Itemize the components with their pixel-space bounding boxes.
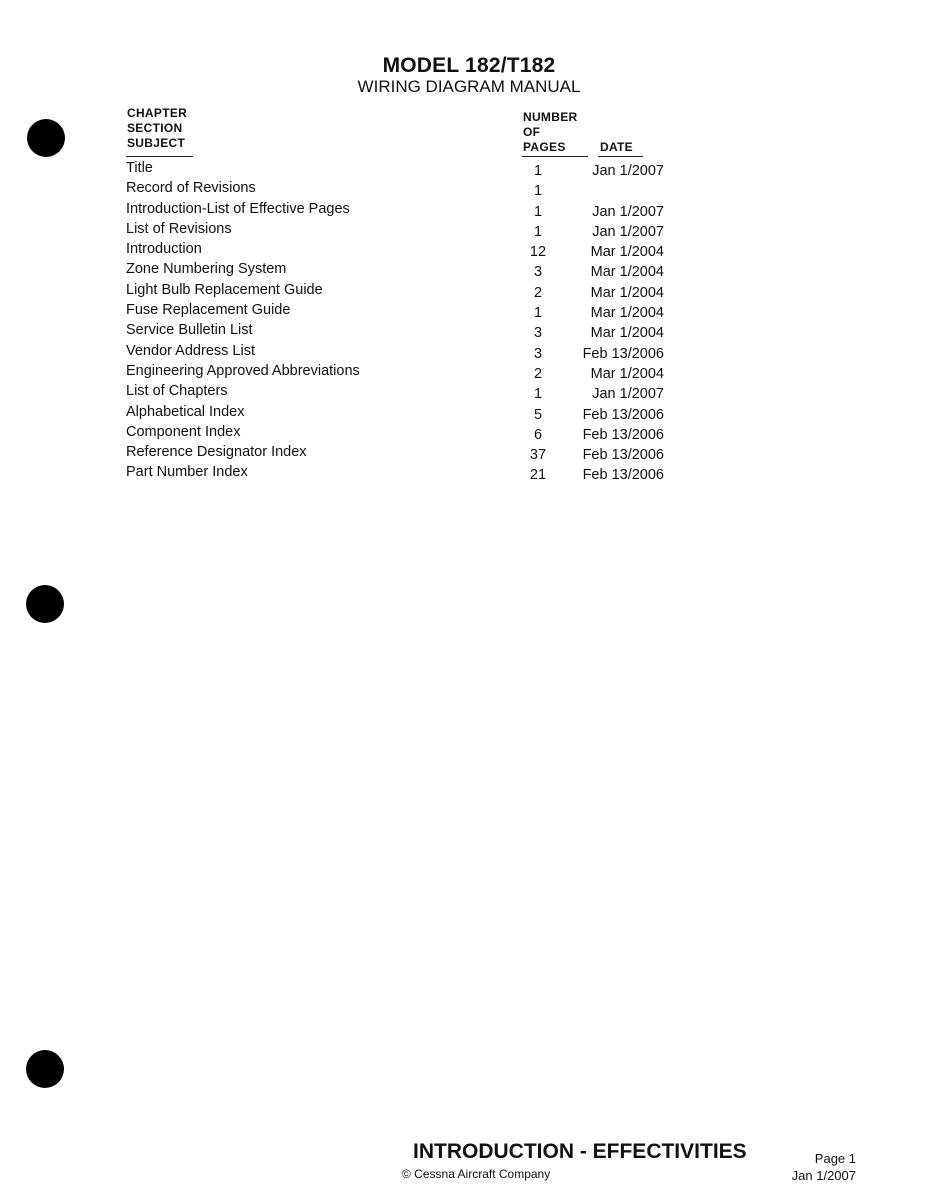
row-subject: List of Chapters — [126, 383, 228, 400]
table-row — [0, 404, 938, 424]
binder-hole-top — [27, 119, 65, 157]
header-pages: PAGES — [523, 140, 566, 154]
row-date: Jan 1/2007 — [592, 163, 664, 179]
row-subject: Vendor Address List — [126, 342, 255, 359]
header-of: OF — [523, 125, 541, 139]
row-date: Feb 13/2006 — [582, 345, 664, 362]
column-header-date — [600, 140, 633, 155]
effective-pages-table — [0, 160, 938, 485]
table-row — [0, 322, 938, 342]
row-pages: 1 — [533, 386, 543, 403]
row-subject: Light Bulb Replacement Guide — [126, 281, 323, 298]
table-row — [0, 302, 938, 322]
header-date: DATE — [600, 140, 633, 154]
footer-copyright: © Cessna Aircraft Company — [402, 1167, 551, 1181]
row-date: Mar 1/2004 — [590, 325, 664, 342]
row-date: Feb 13/2006 — [582, 447, 664, 464]
row-subject: Part Number Index — [126, 464, 248, 481]
row-subject: List of Revisions — [126, 220, 232, 237]
row-pages: 5 — [533, 406, 543, 423]
row-pages: 3 — [533, 345, 543, 362]
row-date: Feb 13/2006 — [582, 467, 664, 484]
table-row — [0, 241, 938, 261]
row-pages: 12 — [529, 244, 547, 261]
header-underline-pages — [522, 156, 588, 157]
column-header-pages — [523, 110, 577, 155]
table-row — [0, 424, 938, 444]
row-pages: 1 — [533, 305, 543, 322]
binder-hole-middle — [26, 585, 64, 623]
row-subject: Engineering Approved Abbreviations — [126, 362, 360, 379]
row-subject: Reference Designator Index — [126, 444, 307, 461]
row-pages: 37 — [529, 447, 547, 464]
manual-title: WIRING DIAGRAM MANUAL — [357, 77, 581, 96]
row-date: Jan 1/2007 — [592, 203, 664, 220]
table-row — [0, 160, 938, 180]
row-date: Feb 13/2006 — [582, 406, 664, 423]
row-subject: Zone Numbering System — [126, 261, 287, 278]
table-row — [0, 180, 938, 200]
header-chapter: CHAPTER — [127, 106, 188, 120]
row-date: Jan 1/2007 — [592, 223, 664, 240]
table-row — [0, 383, 938, 403]
row-pages: 1 — [533, 183, 543, 200]
footer-section-title: INTRODUCTION - EFFECTIVITIES — [413, 1140, 747, 1163]
table-row — [0, 201, 938, 221]
row-subject: Introduction — [126, 241, 202, 258]
row-pages: 2 — [533, 284, 543, 301]
row-subject: Record of Revisions — [126, 180, 256, 197]
row-date: Mar 1/2004 — [590, 365, 664, 382]
header-number: NUMBER — [523, 110, 578, 124]
header-underline-date — [598, 156, 643, 157]
row-date: Mar 1/2004 — [590, 305, 664, 322]
table-row — [0, 261, 938, 281]
table-row — [0, 363, 938, 383]
row-date: Mar 1/2004 — [590, 284, 664, 301]
header-subject: SUBJECT — [127, 136, 186, 150]
binder-hole-bottom — [26, 1050, 64, 1088]
row-pages: 1 — [533, 163, 543, 179]
footer-page-number: Page 1 — [814, 1151, 856, 1166]
row-date: Feb 13/2006 — [582, 426, 664, 443]
column-header-subject — [127, 106, 187, 151]
row-subject: Introduction-List of Effective Pages — [126, 200, 350, 217]
table-row — [0, 221, 938, 241]
header-underline-subject — [126, 156, 193, 157]
footer-revision-date: Jan 1/2007 — [791, 1168, 856, 1183]
row-pages: 21 — [529, 467, 547, 484]
table-row — [0, 282, 938, 302]
table-row — [0, 464, 938, 484]
row-subject: Title — [126, 160, 153, 176]
row-pages: 3 — [533, 264, 543, 281]
row-date: Jan 1/2007 — [592, 386, 664, 403]
row-subject: Fuse Replacement Guide — [126, 302, 291, 319]
row-subject: Alphabetical Index — [126, 403, 245, 420]
row-subject: Component Index — [126, 423, 241, 440]
row-pages: 1 — [533, 223, 543, 240]
table-row — [0, 343, 938, 363]
row-date: Mar 1/2004 — [590, 244, 664, 261]
row-date: Mar 1/2004 — [590, 264, 664, 281]
row-pages: 1 — [533, 203, 543, 220]
table-row — [0, 444, 938, 464]
header-section: SECTION — [127, 121, 183, 135]
row-subject: Service Bulletin List — [126, 322, 253, 339]
model-title: MODEL 182/T182 — [382, 54, 556, 77]
row-pages: 2 — [533, 365, 543, 382]
row-pages: 3 — [533, 325, 543, 342]
row-pages: 6 — [533, 426, 543, 443]
